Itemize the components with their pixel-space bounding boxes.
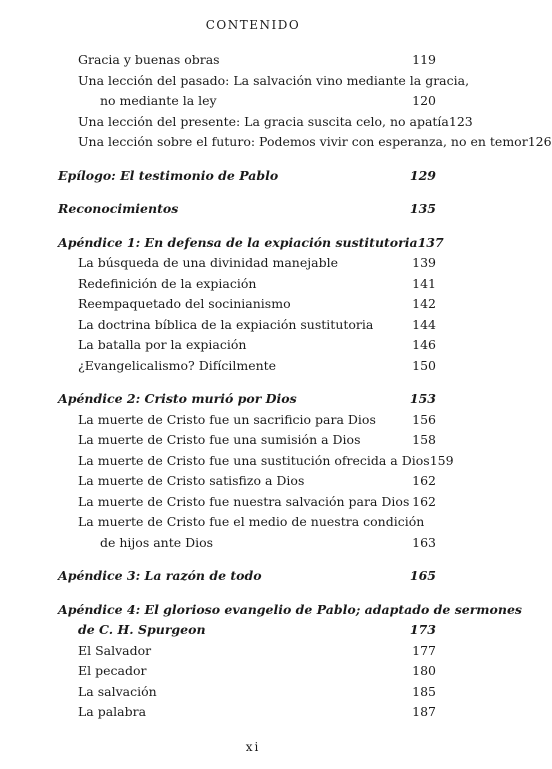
- toc-entry-title: Epílogo: El testimonio de Pablo: [58, 167, 279, 183]
- toc-entry-title: Reempaquetado del socinianismo: [78, 296, 291, 311]
- toc-entry: [58, 492, 436, 513]
- toc-entry: [58, 702, 436, 723]
- section-spacer: [58, 186, 436, 199]
- toc-section-heading: [58, 389, 436, 410]
- toc-entry: [58, 356, 436, 377]
- toc-entry: [58, 335, 436, 356]
- toc-entry: [58, 132, 552, 153]
- toc-section-heading: [58, 566, 436, 587]
- toc-entry-page: 159: [429, 452, 454, 468]
- toc-entry-page: 156: [412, 411, 436, 427]
- section-spacer: [58, 553, 436, 566]
- toc-entry-title: Apéndice 3: La razón de todo: [58, 568, 262, 583]
- toc-entry-title: La palabra: [78, 704, 147, 719]
- toc-entry: [58, 533, 436, 554]
- toc-entry-title: no mediante la ley: [100, 93, 217, 108]
- toc-entry: [58, 294, 436, 315]
- toc-entry-page: 173: [409, 622, 436, 637]
- toc-entry: [58, 315, 436, 336]
- toc-section-heading: [58, 233, 444, 254]
- toc-entry-page: 163: [412, 534, 436, 550]
- toc-entry-title: La doctrina bíblica de la expiación sustitutoria: [78, 316, 374, 332]
- toc-entry-page: 141: [412, 275, 436, 291]
- toc-entry-title: Apéndice 1: En defensa de la expiación sustitutoria: [58, 234, 418, 250]
- toc-entry-page: 129: [409, 167, 436, 183]
- toc-entry-page: 120: [412, 93, 436, 108]
- section-spacer: [58, 153, 436, 166]
- toc-entry: [58, 71, 470, 92]
- toc-entry: [58, 410, 436, 431]
- toc-entry-title: La muerte de Cristo fue el medio de nuestra condición: [78, 514, 425, 529]
- toc-entry: [58, 274, 436, 295]
- toc-entry: [58, 50, 436, 71]
- toc-entry-title: El pecador: [78, 663, 147, 678]
- toc-entry: [58, 451, 454, 472]
- toc-entry-page: 162: [412, 473, 436, 488]
- toc-entry-title: La batalla por la expiación: [78, 337, 247, 352]
- toc-entry: [58, 471, 436, 492]
- toc-entry-page: 185: [412, 683, 436, 699]
- toc-entry-page: 123: [448, 113, 473, 129]
- toc-entry-page: 137: [417, 234, 444, 250]
- toc-entry-title: La muerte de Cristo fue nuestra salvación para Dios: [78, 493, 410, 509]
- toc-section-heading: [58, 600, 522, 621]
- toc-entry-page: 180: [412, 663, 436, 678]
- toc-entry-title: Redefinición de la expiación: [78, 275, 257, 291]
- toc-entry-page: 158: [412, 432, 436, 447]
- toc-entry-page: 146: [412, 337, 436, 352]
- toc-entry-title: La muerte de Cristo satisfizo a Dios: [78, 473, 305, 488]
- toc-entry-page: 177: [412, 642, 436, 658]
- toc-entry: [58, 253, 436, 274]
- toc-entry-title: Una lección del presente: La gracia suscita celo, no apatía: [78, 113, 449, 129]
- toc-section-heading: [58, 199, 436, 220]
- toc-entry: [58, 641, 436, 662]
- toc-entry-title: ¿Evangelicalismo? Difícilmente: [78, 357, 277, 373]
- toc-entry-page: 139: [412, 255, 436, 270]
- toc-entry: [58, 682, 436, 703]
- toc-entry-page: 153: [409, 391, 436, 406]
- toc-entry-title: El Salvador: [78, 642, 152, 658]
- toc-entry: [58, 661, 436, 682]
- toc-entry-page: 135: [409, 201, 436, 216]
- running-header: CONTENIDO: [205, 18, 301, 32]
- section-spacer: [58, 587, 436, 600]
- toc-section-heading: [58, 620, 436, 641]
- toc-entry-title: La salvación: [78, 683, 157, 699]
- toc-entry-page: 162: [412, 493, 436, 509]
- toc-entry-title: Apéndice 2: Cristo murió por Dios: [58, 391, 297, 406]
- toc-entry-title: Apéndice 4: El glorioso evangelio de Pablo; adaptado de sermones: [58, 601, 522, 617]
- toc-entry: [58, 430, 436, 451]
- toc-entry-title: La muerte de Cristo fue una sustitución ofrecida a Dios: [78, 452, 430, 468]
- toc-entry-page: 165: [409, 568, 436, 583]
- toc-entry-page: 142: [412, 296, 436, 311]
- section-spacer: [58, 376, 436, 389]
- toc-section-heading: [58, 166, 436, 187]
- toc-entry-page: 187: [412, 704, 436, 719]
- toc-entry-title: La muerte de Cristo fue una sumisión a Dios: [78, 432, 361, 447]
- toc-entry: [58, 112, 473, 133]
- toc-entry-page: 119: [412, 52, 436, 67]
- toc-entry-title: de hijos ante Dios: [100, 534, 214, 550]
- toc-entry-title: La muerte de Cristo fue un sacrificio para Dios: [78, 411, 376, 427]
- page-number: xi: [245, 740, 261, 754]
- toc-entry-page: 150: [412, 357, 436, 373]
- toc-entry-title: Una lección sobre el futuro: Podemos vivir con esperanza, no en temor: [78, 134, 528, 149]
- toc-entry-title: Gracia y buenas obras: [78, 52, 220, 67]
- toc-entry-page: 144: [412, 316, 436, 332]
- toc-entry-title: Reconocimientos: [58, 201, 179, 216]
- toc-entry-title: Una lección del pasado: La salvación vino mediante la gracia,: [78, 72, 470, 88]
- section-spacer: [58, 220, 436, 233]
- toc-entry: [58, 512, 436, 533]
- toc-entry-title: La búsqueda de una divinidad manejable: [78, 255, 338, 270]
- toc-entry-title: de C. H. Spurgeon: [78, 622, 206, 637]
- toc-entry: [58, 91, 436, 112]
- table-of-contents: [58, 50, 552, 723]
- toc-entry-page: 126: [527, 134, 552, 149]
